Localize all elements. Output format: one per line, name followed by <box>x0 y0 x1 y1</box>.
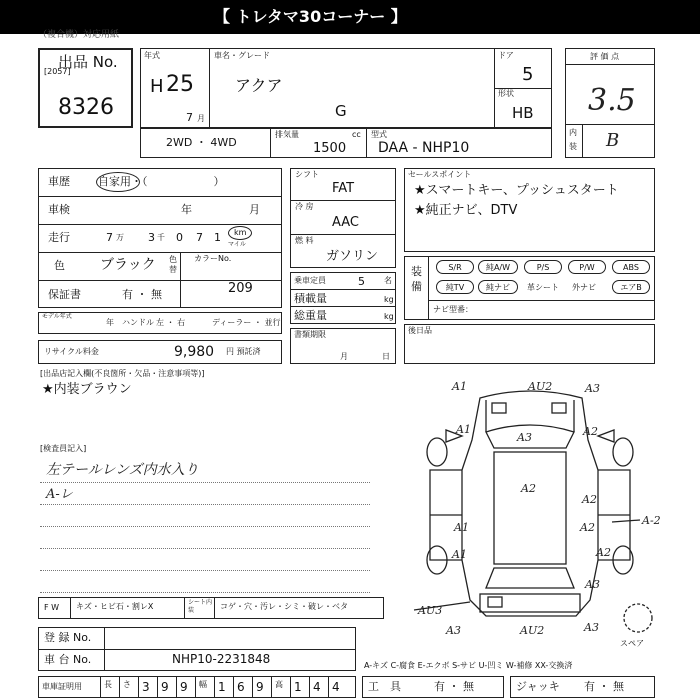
certificate-cell: 4 <box>313 680 321 694</box>
damage-mark: AU3 <box>418 604 443 617</box>
equipment-label: 装備 <box>411 265 422 293</box>
seat-label: シート内 装 <box>188 599 213 614</box>
sales-points-label: セールスポイント <box>408 170 472 179</box>
mileage-d3: 0 <box>176 231 183 244</box>
doors-label: ドア <box>498 51 514 60</box>
inspection-label: 車検 <box>48 203 70 216</box>
handle-year: 年 <box>106 318 114 327</box>
year-month-suffix: 月 <box>197 114 205 123</box>
sales-point-1: ★スマートキー、プッシュスタート <box>414 183 619 198</box>
fw-label: F W <box>44 603 60 612</box>
lot-sub: [2057] <box>44 67 71 76</box>
damage-mark: A3 <box>517 431 532 444</box>
inspector-note-2: A-レ <box>46 487 73 502</box>
score-value: 3.5 <box>588 83 636 118</box>
history-value: 自家用・（ ） <box>98 175 225 188</box>
weight-unit: kg <box>384 312 394 321</box>
year-value: 25 <box>166 72 194 97</box>
certificate-cell: 1 <box>218 680 226 694</box>
handle-label: ハンドル <box>122 318 154 327</box>
displacement-unit: cc <box>352 130 361 139</box>
dealer-label: ディーラー ・ 並行 <box>212 318 281 327</box>
handle-value: 左 ・ 右 <box>156 318 186 327</box>
equip-genuine-navi: 純ナビ <box>478 280 518 294</box>
load-label: 積載量 <box>294 292 327 305</box>
history-label: 車歴 <box>48 175 70 188</box>
shift-value: FAT <box>332 181 355 196</box>
chassis-label: 車 台 No. <box>44 653 92 666</box>
legend: A-キズ C-腐食 E-エクボ S-サビ U-凹ミ W-補修 XX-交換済 <box>364 661 573 670</box>
document-deadline-label: 書類期限 <box>294 330 326 339</box>
inspection-year: 年 <box>181 203 192 216</box>
chassis-value: NHP10-2231848 <box>172 652 271 666</box>
certificate-label: 車庫証明用 <box>42 682 82 691</box>
body-type-label: 形状 <box>498 89 514 98</box>
interior-label-1: 内 <box>569 128 577 137</box>
drive-label: 2WD ・ 4WD <box>166 136 237 149</box>
mileage-label: 走行 <box>48 231 70 244</box>
document-deadline-month: 月 <box>340 352 348 361</box>
certificate-cell: 9 <box>256 680 264 694</box>
body-type-value: HB <box>512 104 534 122</box>
ac-value: AAC <box>332 215 359 230</box>
inspector-label: [検査員記入] <box>40 444 87 453</box>
inspector-note-1: 左テールレンズ内水入り <box>46 462 199 478</box>
inspection-month: 月 <box>249 203 260 216</box>
certificate-cell: 幅 <box>199 680 207 689</box>
header-title: 【 トレタマ30コーナー 】 <box>214 7 407 26</box>
certificate-cell: 高 <box>275 680 283 689</box>
interior-label-2: 装 <box>569 142 577 151</box>
mileage-d4: 7 <box>196 231 203 244</box>
damage-mark: A3 <box>585 382 600 395</box>
exhibit-notes-label: [出品店記入欄(不良箇所・欠品・注意事項等)] <box>40 369 205 378</box>
equip-leather-seat: 革シート <box>527 283 559 292</box>
capacity-label: 乗車定員 <box>294 276 326 285</box>
model-grade: G <box>335 102 347 120</box>
document-deadline-day: 日 <box>382 352 390 361</box>
tools-label: 工 具 <box>368 680 401 693</box>
equip-ps: P/S <box>524 260 562 274</box>
equip-sr: S/R <box>436 260 474 274</box>
mileage-d5: 1 <box>214 231 221 244</box>
displacement-label: 排気量 <box>275 130 299 139</box>
weight-label: 総重量 <box>294 309 327 322</box>
navi-model-label: ナビ型番： <box>433 305 473 314</box>
model-label: 車名・グレード <box>214 51 270 60</box>
damage-mark: A3 <box>446 624 461 637</box>
sales-point-2: ★純正ナビ、DTV <box>414 203 518 218</box>
damage-mark: AU2 <box>528 380 553 393</box>
jack-value: 有 ・ 無 <box>584 680 624 693</box>
tools-value: 有 ・ 無 <box>434 680 474 693</box>
damage-mark: AU2 <box>520 624 545 637</box>
capacity-value: 5 <box>358 275 365 288</box>
recycle-value: 9,980 <box>174 344 215 360</box>
mileage-u1: 万 <box>116 233 124 242</box>
year-era: H <box>150 76 164 97</box>
warranty-label: 保証書 <box>48 288 81 301</box>
mileage-mile: マイル <box>228 241 246 248</box>
year-month: 7 <box>186 111 193 124</box>
model-code-label: 型式 <box>371 130 387 139</box>
certificate-cell: 1 <box>294 680 302 694</box>
warranty-value: 有 ・ 無 <box>122 288 162 301</box>
damage-mark: A2 <box>596 546 611 559</box>
color-label: 色 <box>54 259 65 272</box>
color-change-label: 色替 <box>169 255 177 274</box>
seat-value: コゲ・穴・汚レ・シミ・破レ・ベタ <box>220 602 348 611</box>
equip-abs: ABS <box>612 260 650 274</box>
top-note: （複合機）対応用紙 <box>38 30 120 40</box>
damage-mark: A1 <box>454 521 469 534</box>
damage-mark: A3 <box>585 578 600 591</box>
certificate-cell: 6 <box>237 680 245 694</box>
damage-mark: A2 <box>580 521 595 534</box>
fuel-label: 燃 料 <box>295 236 314 245</box>
mileage-u2: 千 <box>157 233 165 242</box>
exhibit-notes-text: ★内装ブラウン <box>42 382 132 397</box>
lot-number: 8326 <box>58 95 114 120</box>
damage-mark: A1 <box>452 548 467 561</box>
model-year-label: モデル年式 <box>42 313 72 320</box>
registration-label: 登 録 No. <box>44 631 92 644</box>
equip-genuine-tv: 純TV <box>436 280 474 294</box>
damage-mark: A1 <box>456 423 471 436</box>
spare-label: スペア <box>620 639 644 648</box>
jack-label: ジャッキ <box>516 680 560 693</box>
lot-label: 出品 No. <box>58 53 118 71</box>
model-name: アクア <box>235 76 283 95</box>
shift-label: シフト <box>295 170 319 179</box>
score-label: 評 価 点 <box>590 52 620 61</box>
load-unit: kg <box>384 295 394 304</box>
mileage-km: km <box>234 228 247 237</box>
color-value: ブラック <box>100 257 156 273</box>
mileage-d2: 3 <box>148 231 155 244</box>
damage-mark: A2 <box>583 425 598 438</box>
capacity-unit: 名 <box>384 276 392 285</box>
certificate-cell: 4 <box>332 680 340 694</box>
color-no-value: 209 <box>228 281 253 296</box>
damage-mark: A2 <box>521 482 536 495</box>
damage-mark: A1 <box>452 380 467 393</box>
ac-label: 冷 房 <box>295 202 314 211</box>
damage-mark: A3 <box>584 621 599 634</box>
equip-alloy-wheel: 純A/W <box>478 260 518 274</box>
equip-pw: P/W <box>568 260 606 274</box>
interior-score: B <box>606 130 620 151</box>
equip-ext-navi: 外ナビ <box>572 283 596 292</box>
recycle-label: リサイクル料金 <box>44 347 99 356</box>
certificate-cell: 3 <box>142 680 150 694</box>
post-notes-label: 後日品 <box>408 326 432 335</box>
fuel-value: ガソリン <box>326 249 379 264</box>
certificate-cell: 9 <box>180 680 188 694</box>
damage-mark: A-2 <box>642 514 661 527</box>
year-label: 年式 <box>144 51 160 60</box>
certificate-cell: 9 <box>161 680 169 694</box>
doors-value: 5 <box>522 64 534 85</box>
recycle-unit: 円 預託済 <box>226 347 261 356</box>
mileage-d1: 7 <box>106 231 113 244</box>
equip-airbag: エアB <box>612 280 650 294</box>
color-no-label: カラーNo. <box>194 254 232 263</box>
certificate-cell: さ <box>123 680 131 689</box>
certificate-cell: 長 <box>104 680 112 689</box>
displacement-value: 1500 <box>313 141 347 156</box>
damage-mark: A2 <box>582 493 597 506</box>
fw-value: キズ・ヒビ石・割レX <box>76 602 154 611</box>
model-code-value: DAA - NHP10 <box>378 140 470 156</box>
